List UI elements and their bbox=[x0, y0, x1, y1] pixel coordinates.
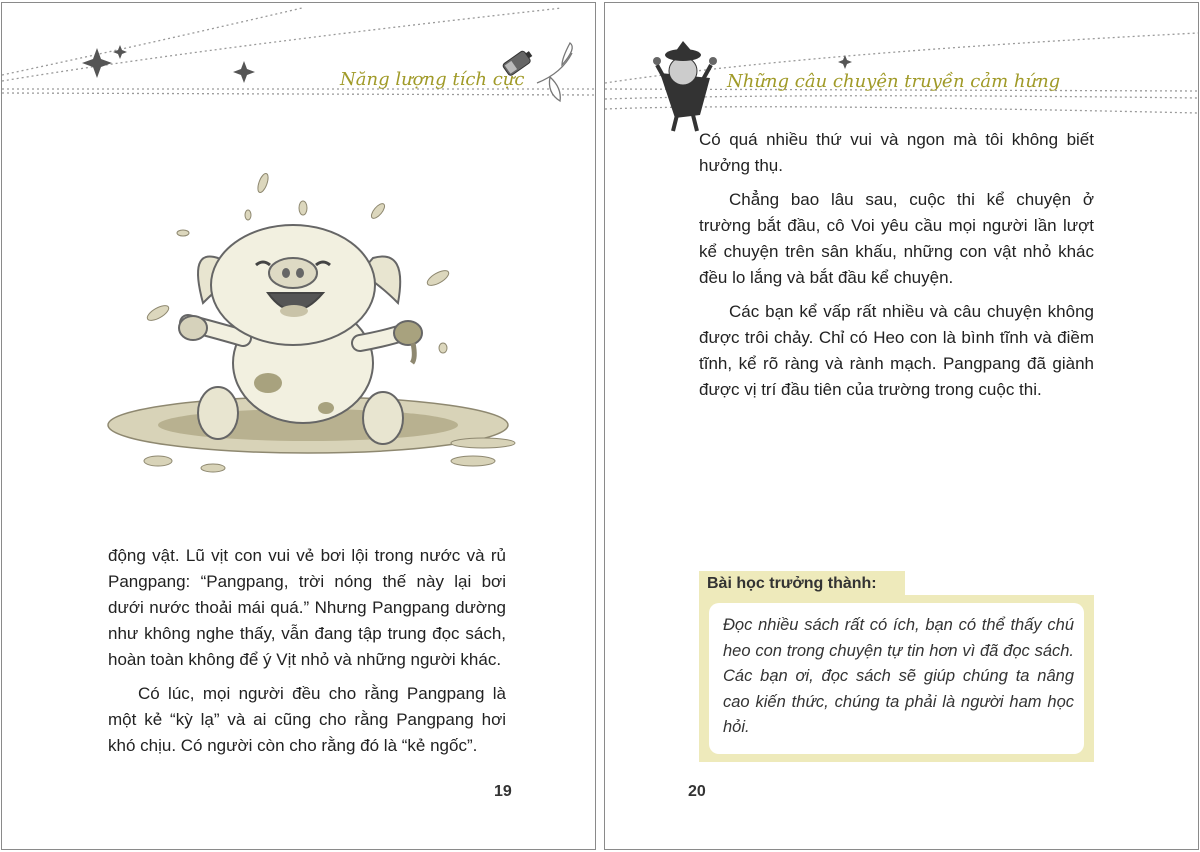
story-text-right bbox=[699, 127, 1094, 411]
wizard-character-icon bbox=[653, 41, 717, 131]
left-page bbox=[1, 2, 596, 850]
page-number: 19 bbox=[494, 783, 512, 800]
lesson-label: Bài học trưởng thành: bbox=[699, 571, 905, 597]
right-page bbox=[604, 2, 1199, 850]
pig-in-mud-illustration bbox=[98, 163, 528, 483]
header-decoration-left bbox=[2, 3, 595, 123]
lesson-box bbox=[699, 595, 1094, 762]
sparkle-icon bbox=[113, 45, 127, 59]
lesson-text: Đọc nhiều sách rất có ích, bạn có thể thấy chú heo con trong chuyện tự tin hơn vì đã đọc sách. Các bạn ơi, đọc sách sẽ giúp chúng ta nâng cao kiến thức, chúng ta phải là người ham học hỏi. bbox=[709, 603, 1084, 754]
paragraph: Chẳng bao lâu sau, cuộc thi kể chuyện ở trường bắt đầu, cô Voi yêu cầu mọi người lần lượt kể chuyện trên sân khấu, những con vật nhỏ khác đều lo lắng và bắt đầu kể chuyện. bbox=[699, 190, 1094, 287]
sparkle-icon bbox=[82, 48, 112, 78]
leaf-vine-icon bbox=[537, 43, 572, 101]
story-text-left bbox=[108, 543, 506, 767]
paragraph: động vật. Lũ vịt con vui vẻ bơi lội trong nước và rủ Pangpang: “Pangpang, trời nóng thế này lại bơi dưới nước thoải mái quá.” Nhưng Pangpang dường như không nghe thấy, vẫn đang tập trung đọc sách, hoàn toàn không để ý Vịt nhỏ và những người khác. bbox=[108, 546, 506, 669]
paragraph: Có quá nhiều thứ vui và ngon mà tôi không biết hưởng thụ. bbox=[699, 130, 1094, 175]
page-header: Năng lượng tích cực bbox=[340, 69, 525, 90]
paragraph: Các bạn kể vấp rất nhiều và câu chuyện không được trôi chảy. Chỉ có Heo con là bình tĩnh và điềm tĩnh, kể rõ ràng và rành mạch. Pangpang đã giành được vị trí đầu tiên của trường trong cuộc thi. bbox=[699, 302, 1094, 399]
page-number: 20 bbox=[688, 783, 706, 800]
paragraph: Có lúc, mọi người đều cho rằng Pangpang là một kẻ “kỳ lạ” và ai cũng cho rằng Pangpang hơi khó chịu. Có người còn cho rằng đó là “kẻ ngốc”. bbox=[108, 684, 506, 755]
page-header: Những câu chuyện truyền cảm hứng bbox=[727, 71, 1061, 92]
sparkle-icon bbox=[233, 61, 255, 83]
